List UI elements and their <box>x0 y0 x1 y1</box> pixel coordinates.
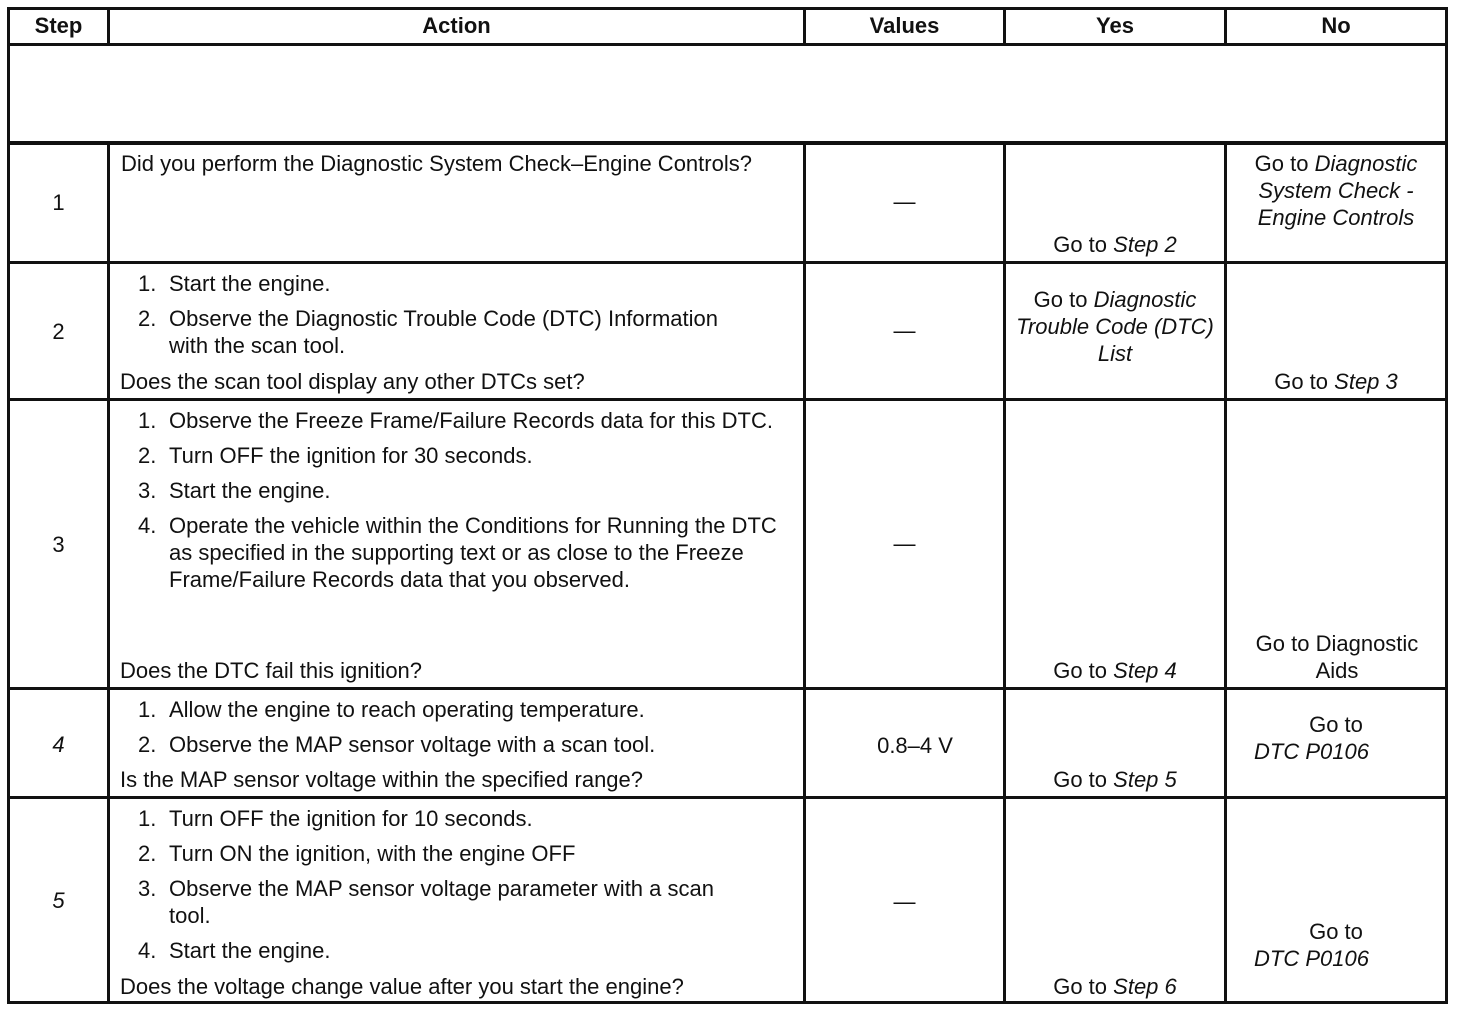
question: Does the voltage change value after you start the engine? <box>120 974 684 999</box>
list-item: 2. Observe the MAP sensor voltage with a scan tool. <box>138 732 656 757</box>
header-no: No <box>1321 13 1351 38</box>
list-item: 4. Operate the vehicle within the Conditions for Running the DTC as specified in the supporting text or as close to the Freeze Frame/Failure Records data that you observed. <box>138 513 777 592</box>
value: 0.8–4 V <box>877 733 953 758</box>
yes-action <box>1006 973 1224 1000</box>
yes-link[interactable]: Step 4 <box>1113 658 1177 683</box>
list-item: 4. Start the engine. <box>138 938 331 963</box>
yes-prefix: Go to <box>1033 287 1088 312</box>
list-item: 1. Observe the Freeze Frame/Failure Records data for this DTC. <box>138 408 773 433</box>
no-prefix: Go to <box>1309 712 1363 737</box>
no-action[interactable]: Go to Diagnostic Aids <box>1255 631 1419 683</box>
yes-link[interactable]: Step 6 <box>1113 974 1177 999</box>
yes-action <box>1016 286 1214 367</box>
no-prefix: Go to <box>1254 151 1309 176</box>
no-link[interactable]: DTC P0106 <box>1254 946 1369 971</box>
step-number: 2 <box>52 319 65 344</box>
list-item: 2. Turn ON the ignition, with the engine OFF <box>138 841 576 866</box>
header-yes: Yes <box>1096 13 1134 38</box>
list-item: 1. Start the engine. <box>138 271 331 296</box>
value: — <box>893 189 916 214</box>
step-number: 3 <box>52 532 65 557</box>
list-item: 1. Turn OFF the ignition for 10 seconds. <box>138 806 533 831</box>
no-action <box>1227 918 1445 972</box>
yes-action <box>1006 231 1224 258</box>
action-steps <box>110 805 800 972</box>
value: — <box>893 889 916 914</box>
no-action <box>1227 368 1445 395</box>
yes-link[interactable]: Step 5 <box>1113 767 1177 792</box>
action-steps <box>110 696 800 766</box>
list-item: 2. Turn OFF the ignition for 30 seconds. <box>138 443 533 468</box>
header-values: Values <box>869 13 940 38</box>
no-prefix: Go to <box>1309 919 1363 944</box>
no-link[interactable]: Diagnostic System Check - Engine Controls <box>1257 151 1418 230</box>
value: — <box>893 318 916 343</box>
yes-prefix: Go to <box>1053 767 1108 792</box>
header-step: Step <box>34 13 83 38</box>
header-action: Action <box>422 13 491 38</box>
action-steps <box>110 407 800 601</box>
list-item: 3. Observe the MAP sensor voltage parameter with a scan tool. <box>138 876 714 928</box>
no-action <box>1232 150 1440 231</box>
yes-link[interactable]: Step 2 <box>1113 232 1177 257</box>
question: Did you perform the Diagnostic System Check–Engine Controls? <box>121 151 752 176</box>
no-action <box>1227 711 1445 765</box>
yes-link[interactable]: Diagnostic Trouble Code (DTC) List <box>1016 287 1214 366</box>
step-number: 1 <box>52 190 65 215</box>
question: Does the DTC fail this ignition? <box>120 658 423 683</box>
step-number: 4 <box>52 732 65 757</box>
step-number: 5 <box>52 888 65 913</box>
question: Does the scan tool display any other DTCs set? <box>120 369 585 394</box>
action-steps <box>110 270 800 367</box>
yes-prefix: Go to <box>1053 658 1108 683</box>
question: Is the MAP sensor voltage within the specified range? <box>120 767 644 792</box>
value: — <box>893 531 916 556</box>
yes-action <box>1006 766 1224 793</box>
list-item: 1. Allow the engine to reach operating temperature. <box>138 697 645 722</box>
yes-action <box>1006 657 1224 684</box>
yes-prefix: Go to <box>1053 232 1108 257</box>
no-prefix: Go to <box>1274 369 1329 394</box>
list-item: 2. Observe the Diagnostic Trouble Code (DTC) Information with the scan tool. <box>138 306 719 358</box>
no-link[interactable]: Step 3 <box>1334 369 1398 394</box>
no-link[interactable]: DTC P0106 <box>1254 739 1369 764</box>
yes-prefix: Go to <box>1053 974 1108 999</box>
list-item: 3. Start the engine. <box>138 478 331 503</box>
